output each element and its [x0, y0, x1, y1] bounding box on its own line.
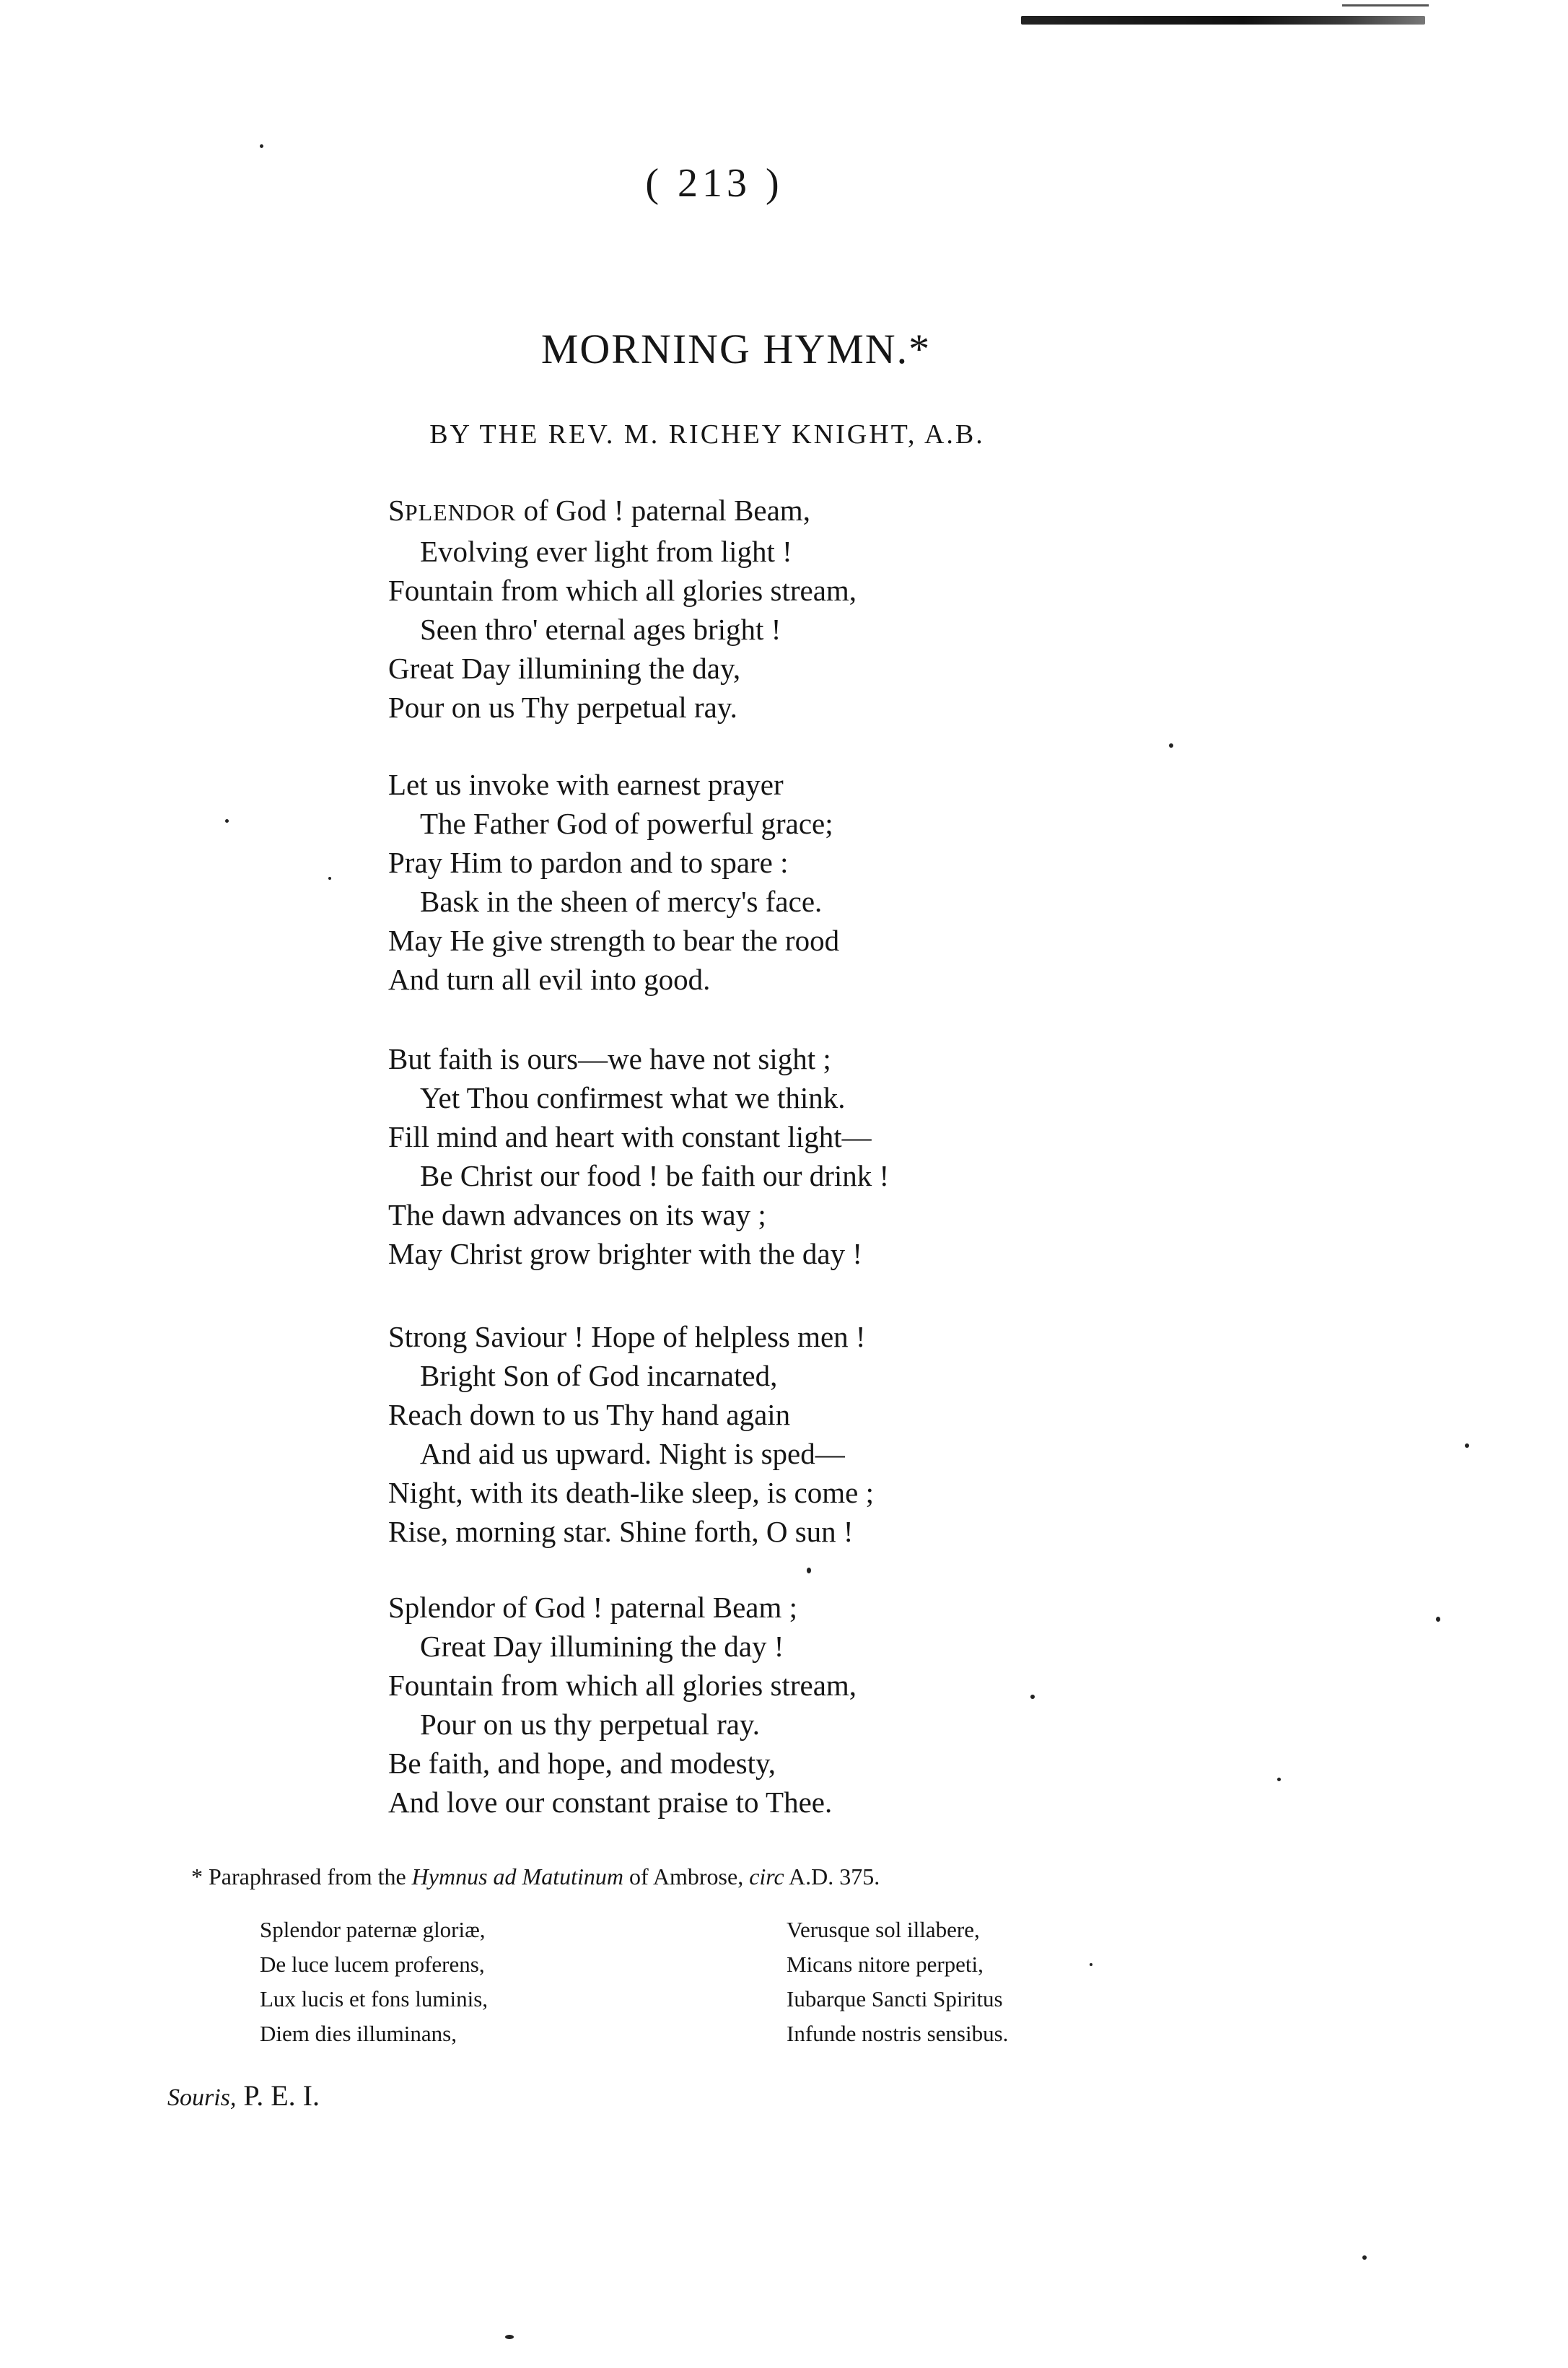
footnote-source-title: Hymnus ad Matutinum: [411, 1864, 623, 1889]
scan-speck: [260, 144, 263, 148]
footnote-text-after: A.D. 375.: [784, 1864, 880, 1889]
scan-speck: [505, 2335, 514, 2339]
scan-speck: [1362, 2255, 1367, 2260]
poem-line: The dawn advances on its way ;: [388, 1198, 766, 1231]
poem-line: Fountain from which all glories stream,: [388, 574, 857, 607]
poem-line: Fill mind and heart with constant light—: [388, 1120, 872, 1153]
footnote: [191, 1864, 1129, 1890]
poem-line: Evolving ever light from light !: [420, 535, 792, 568]
latin-line: Diem dies illuminans,: [260, 2021, 457, 2046]
poem-line: And love our constant praise to Thee.: [388, 1786, 833, 1819]
footnote-text-middle: of Ambrose,: [623, 1864, 750, 1889]
footnote-circa: circ: [749, 1864, 784, 1889]
poem-line: Strong Saviour ! Hope of helpless men !: [388, 1320, 866, 1353]
latin-column-right: [787, 1913, 1219, 2051]
poem-line: [388, 491, 1038, 532]
scan-speck: [1465, 1443, 1469, 1448]
poem-line: May Christ grow brighter with the day !: [388, 1237, 863, 1270]
poem-line: May He give strength to bear the rood: [388, 924, 840, 957]
poem-line: The Father God of powerful grace;: [420, 807, 833, 840]
latin-line: Verusque sol illabere,: [787, 1917, 980, 1942]
scan-speck: [1436, 1617, 1440, 1622]
scan-speck: [1169, 743, 1173, 748]
poem-line: Be Christ our food ! be faith our drink !: [420, 1159, 890, 1192]
top-edge-rule-thin: [1342, 4, 1429, 6]
scan-speck: [1090, 1963, 1092, 1966]
drop-cap-letter: S: [388, 494, 405, 527]
poem-line: Great Day illumining the day,: [388, 652, 741, 685]
poem-line: Bask in the sheen of mercy's face.: [420, 885, 823, 918]
poem-line: Bright Son of God incarnated,: [420, 1359, 778, 1392]
poem-line: Rise, morning star. Shine forth, O sun !: [388, 1515, 854, 1548]
top-edge-rule: [1021, 16, 1425, 25]
signoff-location: [167, 2079, 320, 2113]
stanza-3: [388, 1039, 1038, 1273]
poem-line: Pray Him to pardon and to spare :: [388, 846, 789, 879]
latin-line: Lux lucis et fons luminis,: [260, 1986, 489, 2011]
latin-line: Iubarque Sancti Spiritus: [787, 1986, 1003, 2011]
latin-line: Splendor paternæ gloriæ,: [260, 1917, 486, 1942]
poem-line: Let us invoke with earnest prayer: [388, 768, 784, 801]
poem-line: But faith is ours—we have not sight ;: [388, 1042, 831, 1075]
latin-line: Micans nitore perpeti,: [787, 1952, 984, 1977]
poem-line: And aid us upward. Night is sped—: [420, 1437, 845, 1470]
scan-speck: [1030, 1695, 1035, 1699]
footnote-marker: *: [191, 1864, 203, 1889]
stanza-4: [388, 1317, 1038, 1551]
poem-line: Seen thro' eternal ages bright !: [420, 613, 781, 646]
poem-line: Reach down to us Thy hand again: [388, 1398, 791, 1431]
stanza-2: [388, 765, 1038, 999]
author-byline: BY THE REV. M. RICHEY KNIGHT, A.B.: [429, 419, 985, 450]
poem-line: Fountain from which all glories stream,: [388, 1669, 857, 1702]
stanza-1: [388, 491, 1038, 727]
small-caps-word: PLENDOR: [404, 499, 517, 525]
poem-line: Yet Thou confirmest what we think.: [420, 1081, 846, 1114]
signoff-place: Souris,: [167, 2084, 237, 2111]
scan-speck: [225, 819, 229, 823]
latin-line: De luce lucem proferens,: [260, 1952, 485, 1977]
poem-line: Be faith, and hope, and modesty,: [388, 1747, 776, 1780]
hymn-title: MORNING HYMN.*: [540, 326, 932, 372]
poem-line: Great Day illumining the day !: [420, 1630, 784, 1663]
latin-line: Infunde nostris sensibus.: [787, 2021, 1009, 2046]
poem-line: Splendor of God ! paternal Beam ;: [388, 1591, 798, 1624]
poem-line: Pour on us Thy perpetual ray.: [388, 691, 737, 724]
page-number: ( 213 ): [645, 161, 784, 206]
scan-speck: [328, 877, 331, 880]
signoff-province: P. E. I.: [243, 2079, 320, 2112]
scan-speck: [1277, 1778, 1281, 1781]
poem-line: And turn all evil into good.: [388, 963, 711, 996]
latin-column-left: [260, 1913, 693, 2051]
scan-speck: [807, 1568, 811, 1573]
first-line-rest: of God ! paternal Beam,: [516, 494, 810, 527]
poem-line: Night, with its death-like sleep, is come ;: [388, 1476, 874, 1509]
footnote-text-before: Paraphrased from the: [209, 1864, 412, 1889]
poem-line: Pour on us thy perpetual ray.: [420, 1708, 761, 1741]
stanza-5: [388, 1588, 1038, 1822]
